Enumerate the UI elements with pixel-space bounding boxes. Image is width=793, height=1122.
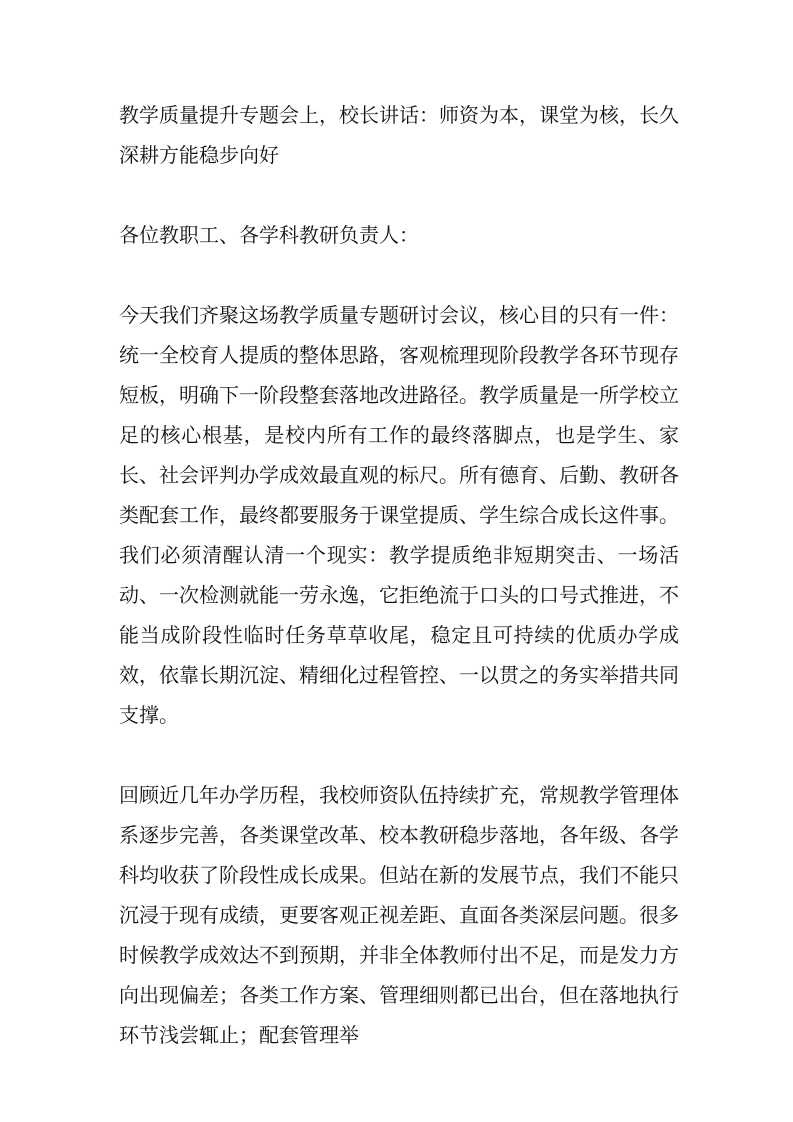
- salutation: 各位教职工、各学科教研负责人：: [119, 223, 419, 247]
- body-paragraph: 回顾近几年办学历程，我校师资队伍持续扩充，常规教学管理体系逐步完善，各类课堂改革、校本教研稳步落地，各年级、各学科均收获了阶段性成长成果。但站在新的发展节点，我们不能只沉浸于现有成绩，更要客观正视差距、直面各类深层问题。很多时候教学成效达不到预期，并非全体教师付出不足，而是发力方向出现偏差；各类工作方案、管理细则都已出台，但在落地执行环节浅尝辄止；配套管理举: [119, 783, 679, 1047]
- document-title: 教学质量提升专题会上，校长讲话：师资为本，课堂为核，长久深耕方能稳步向好: [119, 103, 679, 167]
- body-paragraph: 今天我们齐聚这场教学质量专题研讨会议，核心目的只有一件：统一全校育人提质的整体思路，客观梳理现阶段教学各环节现存短板，明确下一阶段整套落地改进路径。教学质量是一所学校立足的核心根基，是校内所有工作的最终落脚点，也是学生、家长、社会评判办学成效最直观的标尺。所有德育、后勤、教研各类配套工作，最终都要服务于课堂提质、学生综合成长这件事。我们必须清醒认清一个现实：教学提质绝非短期突击、一场活动、一次检测就能一劳永逸，它拒绝流于口头的口号式推进，不能当成阶段性临时任务草草收尾，稳定且可持续的优质办学成效，依靠长期沉淀、精细化过程管控、一以贯之的务实举措共同支撑。: [119, 303, 679, 727]
- document-body: [119, 95, 679, 1055]
